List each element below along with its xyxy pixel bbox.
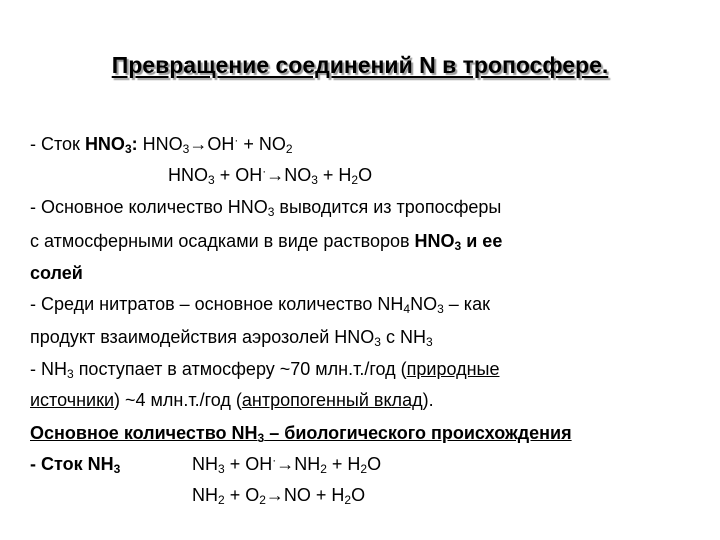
reaction-1: $HNO_3\to OH^\cdot + NO_2$: [137, 133, 293, 156]
hno3-bold: $HNO_3$:: [84, 134, 138, 156]
line-sources: источники) ~4 млн.т./год (антропогенный вклад).: [30, 390, 434, 410]
line-sink-nh3: [30, 453, 120, 475]
reaction-2: $HNO_3 + OH^\cdot\to NO_3 + H_2O$: [168, 164, 373, 187]
reaction-4: $NH_2 + O_2\to NO + H_2O$: [192, 485, 366, 507]
line-aerosol-product: продукт взаимодействия аэрозолей $HNO_3$ с $NH_3$: [30, 327, 433, 349]
sink-nh3-label: - Сток $NH_3$: [30, 454, 121, 476]
line-sink-hno3: [30, 133, 293, 155]
line-precipitation: с атмосферными осадками в виде растворов $HNO_3$ и ее: [30, 231, 503, 253]
sink-label: - Сток: [30, 134, 85, 154]
line-hno3-removal: - Основное количество $HNO_3$ выводится из тропосферы: [30, 197, 502, 219]
line-biological-origin: Основное количество $NH_3$ – биологического происхождения: [30, 423, 572, 445]
line-salts: солей: [30, 263, 83, 283]
slide-title: Превращение соединений N в тропосфере.: [111, 52, 609, 78]
line-nh3-input: - $NH_3$ поступает в атмосферу ~70 млн.т./год (природные: [30, 359, 500, 381]
reaction-3: $NH_3 + OH^\cdot\to NH_2 + H_2O$: [192, 453, 382, 476]
line-nitrates: - Среди нитратов – основное количество $NH_4NO_3$ – как: [30, 294, 490, 316]
